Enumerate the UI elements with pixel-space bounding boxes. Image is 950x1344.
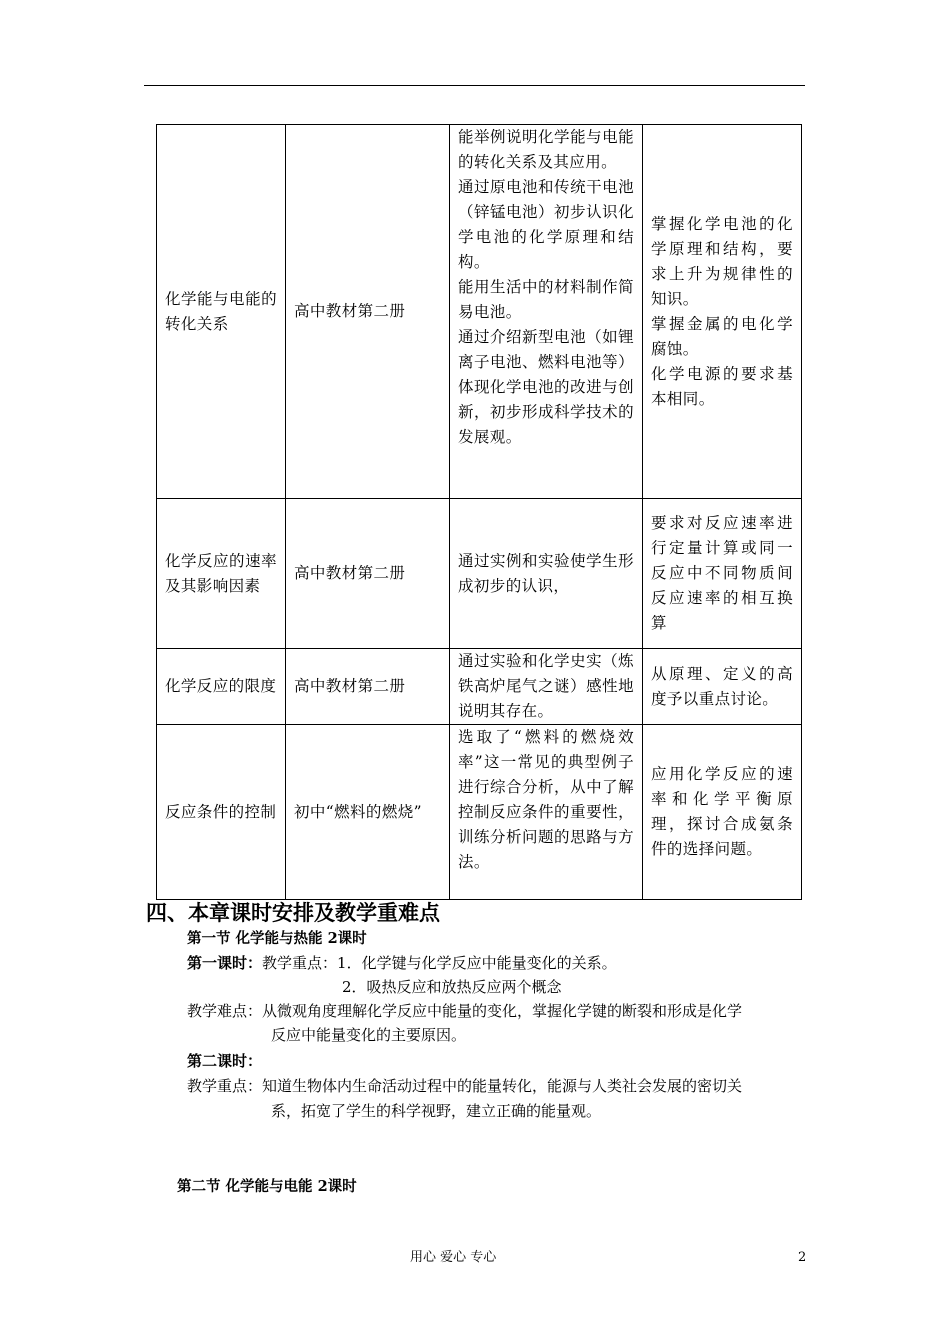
lesson2-label: 第二课时： (187, 1052, 263, 1070)
topic-cell: 化学反应的速率及其影响因素 (157, 499, 286, 649)
comparison-line: 化学电源的要求基本相同。 (651, 364, 793, 408)
lesson2-focus-label: 教学重点： (187, 1077, 263, 1095)
source-cell: 初中“燃料的燃烧” (286, 725, 450, 900)
requirement-line: 能用生活中的材料制作简易电池。 (458, 278, 634, 321)
requirement-line: 通过介绍新型电池（如锂离子电池、燃料电池等）体现化学电池的改进与创新，初步形成科学技术的发展观。 (458, 328, 634, 446)
lesson1-difficulty-2: 反应中能量变化的主要原因。 (271, 1026, 467, 1044)
topic-cell: 化学反应的限度 (157, 649, 286, 725)
comparison-cell (643, 125, 802, 499)
source-cell: 高中教材第二册 (286, 499, 450, 649)
lesson1-difficulty-1: 从微观角度理解化学反应中能量的变化，掌握化学键的断裂和形成是化学 (262, 1002, 743, 1020)
table-row (157, 499, 802, 649)
requirements-cell: 选取了“燃料的燃烧效率”这一常见的典型例子进行综合分析，从中了解控制反应条件的重要性，训练分析问题的思路与方法。 (450, 725, 643, 900)
comparison-line: 掌握化学电池的化学原理和结构，要求上升为规律性的知识。 (651, 214, 793, 308)
requirements-cell: 通过实例和实验使学生形成初步的认识， (450, 499, 643, 649)
lesson2-focus-1: 知道生物体内生命活动过程中的能量转化，能源与人类社会发展的密切关 (262, 1077, 743, 1095)
lesson2-focus-2: 系，拓宽了学生的科学视野，建立正确的能量观。 (271, 1102, 602, 1120)
part1-heading: 第一节 化学能与热能 2课时 (187, 930, 367, 947)
requirements-cell: 通过实验和化学史实（炼铁高炉尾气之谜）感性地说明其存在。 (450, 649, 643, 725)
table-row (157, 725, 802, 900)
lesson1-focus-label: 教学重点： (262, 954, 338, 972)
lesson1-label: 第一课时： (187, 954, 263, 972)
topic-cell: 反应条件的控制 (157, 725, 286, 900)
curriculum-table (156, 124, 802, 900)
requirement-line: 能举例说明化学能与电能的转化关系及其应用。 (458, 128, 634, 171)
lesson1-focus-1: 1．化学键与化学反应中能量变化的关系。 (337, 954, 617, 972)
comparison-cell: 要求对反应速率进行定量计算或同一反应中不同物质间反应速率的相互换算 (643, 499, 802, 649)
requirements-cell (450, 125, 643, 499)
lesson1-focus-2: 2．吸热反应和放热反应两个概念 (342, 978, 562, 996)
part2-heading: 第二节 化学能与电能 2课时 (177, 1178, 357, 1195)
comparison-cell: 应用化学反应的速率和化学平衡原理，探讨合成氨条件的选择问题。 (643, 725, 802, 900)
requirement-line: 通过原电池和传统干电池（锌锰电池）初步认识化学电池的化学原理和结构。 (458, 178, 634, 271)
header-rule (144, 85, 805, 86)
source-cell: 高中教材第二册 (286, 649, 450, 725)
page-number: 2 (798, 1250, 807, 1265)
section-title: 四、本章课时安排及教学重难点 (146, 900, 440, 925)
comparison-cell: 从原理、定义的高度予以重点讨论。 (643, 649, 802, 725)
table-row (157, 125, 802, 499)
footer-motto: 用心 爱心 专心 (410, 1250, 497, 1265)
source-cell: 高中教材第二册 (286, 125, 450, 499)
topic-cell: 化学能与电能的转化关系 (157, 125, 286, 499)
lesson1-difficulty-label: 教学难点： (187, 1002, 263, 1020)
table-row (157, 649, 802, 725)
comparison-line: 掌握金属的电化学腐蚀。 (651, 314, 793, 358)
